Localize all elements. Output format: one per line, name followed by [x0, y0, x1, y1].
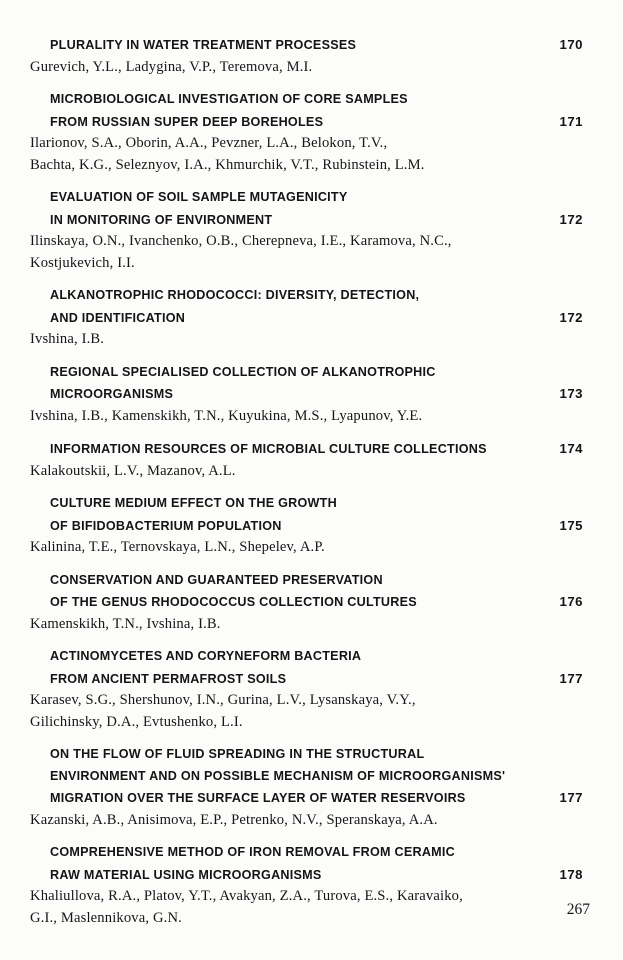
toc-list — [30, 34, 583, 929]
entry-page-number: 177 — [559, 670, 583, 686]
entry-authors-line: Bachta, K.G., Seleznyov, I.A., Khmurchik, V.T., Rubinstein, L.M. — [30, 156, 425, 173]
entry-authors-line: Ivshina, I.B. — [30, 331, 105, 347]
entry-page-number: 172 — [559, 309, 583, 325]
entry-title-line: PLURALITY IN WATER TREATMENT PROCESSES — [50, 38, 357, 52]
toc-entry — [30, 744, 583, 831]
entry-title-row — [30, 111, 583, 134]
entry-authors-line: G.I., Maslennikova, G.N. — [30, 909, 182, 926]
entry-authors-line: Ivshina, I.B., Kamenskikh, T.N., Kuyukina, M.S., Lyapunov, Y.E. — [30, 407, 423, 424]
entry-title-line: COMPREHENSIVE METHOD OF IRON REMOVAL FROM CERAMIC — [50, 845, 455, 859]
entry-title-line: FROM ANCIENT PERMAFROST SOILS — [50, 671, 287, 686]
entry-title-row — [30, 34, 583, 57]
entry-title-line: RAW MATERIAL USING MICROORGANISMS — [50, 867, 322, 882]
entry-title-line: MIGRATION OVER THE SURFACE LAYER OF WATER RESERVOIRS — [50, 791, 466, 805]
entry-title-row — [30, 362, 583, 384]
entry-title-line: EVALUATION OF SOIL SAMPLE MUTAGENICITY — [50, 190, 348, 204]
entry-page-number: 178 — [559, 866, 583, 882]
entry-page-number: 171 — [559, 113, 583, 129]
entry-title-row — [30, 209, 583, 232]
entry-authors-line: Gurevich, Y.L., Ladygina, V.P., Teremova, M.I. — [30, 58, 313, 75]
entry-title-row — [30, 646, 583, 668]
entry-title-line: CONSERVATION AND GUARANTEED PRESERVATION — [50, 572, 383, 587]
entry-authors-line: Kalinina, T.E., Ternovskaya, L.N., Shepelev, A.P. — [30, 539, 325, 555]
entry-title-line: ACTINOMYCETES AND CORYNEFORM BACTERIA — [50, 649, 362, 663]
entry-page-number: 174 — [559, 441, 583, 456]
entry-title-row — [30, 766, 583, 788]
entry-title-line: IN MONITORING OF ENVIRONMENT — [50, 212, 273, 227]
entry-authors-line: Khaliullova, R.A., Platov, Y.T., Avakyan, Z.A., Turova, E.S., Karavaiko, — [30, 888, 463, 904]
entry-title-row — [30, 842, 583, 864]
entry-title-row — [30, 187, 583, 209]
toc-entry — [30, 646, 583, 733]
entry-title-row — [30, 570, 583, 592]
entry-title-row — [30, 668, 583, 691]
entry-title-line: OF BIFIDOBACTERIUM POPULATION — [50, 518, 282, 533]
entry-title-line: ENVIRONMENT AND ON POSSIBLE MECHANISM OF MICROORGANISMS' — [50, 768, 506, 783]
entry-page-number: 172 — [559, 211, 583, 227]
entry-page-number: 170 — [559, 37, 583, 52]
entry-title-row — [30, 591, 583, 614]
entry-title-row — [30, 787, 583, 810]
entry-page-number: 175 — [559, 517, 583, 533]
entry-title-row — [30, 285, 583, 307]
entry-title-row — [30, 383, 583, 406]
entry-page-number: 176 — [559, 594, 583, 609]
entry-authors-line: Gilichinsky, D.A., Evtushenko, L.I. — [30, 713, 243, 730]
entry-title-line: ON THE FLOW OF FLUID SPREADING IN THE STRUCTURAL — [50, 747, 425, 761]
entry-title-line: MICROBIOLOGICAL INVESTIGATION OF CORE SAMPLES — [50, 92, 408, 106]
entry-authors-line: Kamenskikh, T.N., Ivshina, I.B. — [30, 615, 221, 632]
entry-authors-line: Kostjukevich, I.I. — [30, 254, 135, 271]
entry-page-number: 177 — [559, 790, 583, 805]
entry-authors-line: Karasev, S.G., Shershunov, I.N., Gurina, L.V., Lysanskaya, V.Y., — [30, 692, 416, 708]
entry-title-row — [30, 864, 583, 887]
entry-title-line: OF THE GENUS RHODOCOCCUS COLLECTION CULTURES — [50, 595, 417, 609]
entry-title-row — [30, 438, 583, 461]
entry-title-row — [30, 307, 583, 330]
entry-page-number: 173 — [559, 386, 583, 401]
entry-title-line: ALKANOTROPHIC RHODOCOCCI: DIVERSITY, DETECTION, — [50, 288, 420, 302]
toc-entry — [30, 842, 583, 929]
toc-entry — [30, 187, 583, 274]
entry-authors-line: Ilarionov, S.A., Oborin, A.A., Pevzner, L.A., Belokon, T.V., — [30, 135, 388, 151]
entry-title-line: CULTURE MEDIUM EFFECT ON THE GROWTH — [50, 496, 337, 510]
entry-title-row — [30, 493, 583, 515]
entry-title-line: INFORMATION RESOURCES OF MICROBIAL CULTURE COLLECTIONS — [50, 442, 487, 456]
toc-entry — [30, 89, 583, 176]
toc-entry — [30, 34, 583, 78]
entry-title-row — [30, 744, 583, 766]
toc-entry — [30, 438, 583, 482]
toc-entry — [30, 362, 583, 428]
entry-authors-line: Kazanski, A.B., Anisimova, E.P., Petrenko, N.V., Speranskaya, A.A. — [30, 811, 438, 828]
entry-title-row — [30, 89, 583, 111]
entry-authors-line: Ilinskaya, O.N., Ivanchenko, O.B., Cherepneva, I.E., Karamova, N.C., — [30, 233, 452, 249]
entry-title-row — [30, 515, 583, 538]
entry-title-line: FROM RUSSIAN SUPER DEEP BOREHOLES — [50, 114, 324, 129]
page-number-footer: 267 — [566, 901, 590, 918]
toc-entry — [30, 493, 583, 559]
entry-authors-line: Kalakoutskii, L.V., Mazanov, A.L. — [30, 462, 236, 479]
entry-title-line: REGIONAL SPECIALISED COLLECTION OF ALKANOTROPHIC — [50, 364, 436, 379]
entry-title-line: MICROORGANISMS — [50, 387, 174, 401]
toc-entry — [30, 285, 583, 351]
entry-title-line: AND IDENTIFICATION — [50, 310, 186, 325]
toc-entry — [30, 570, 583, 636]
